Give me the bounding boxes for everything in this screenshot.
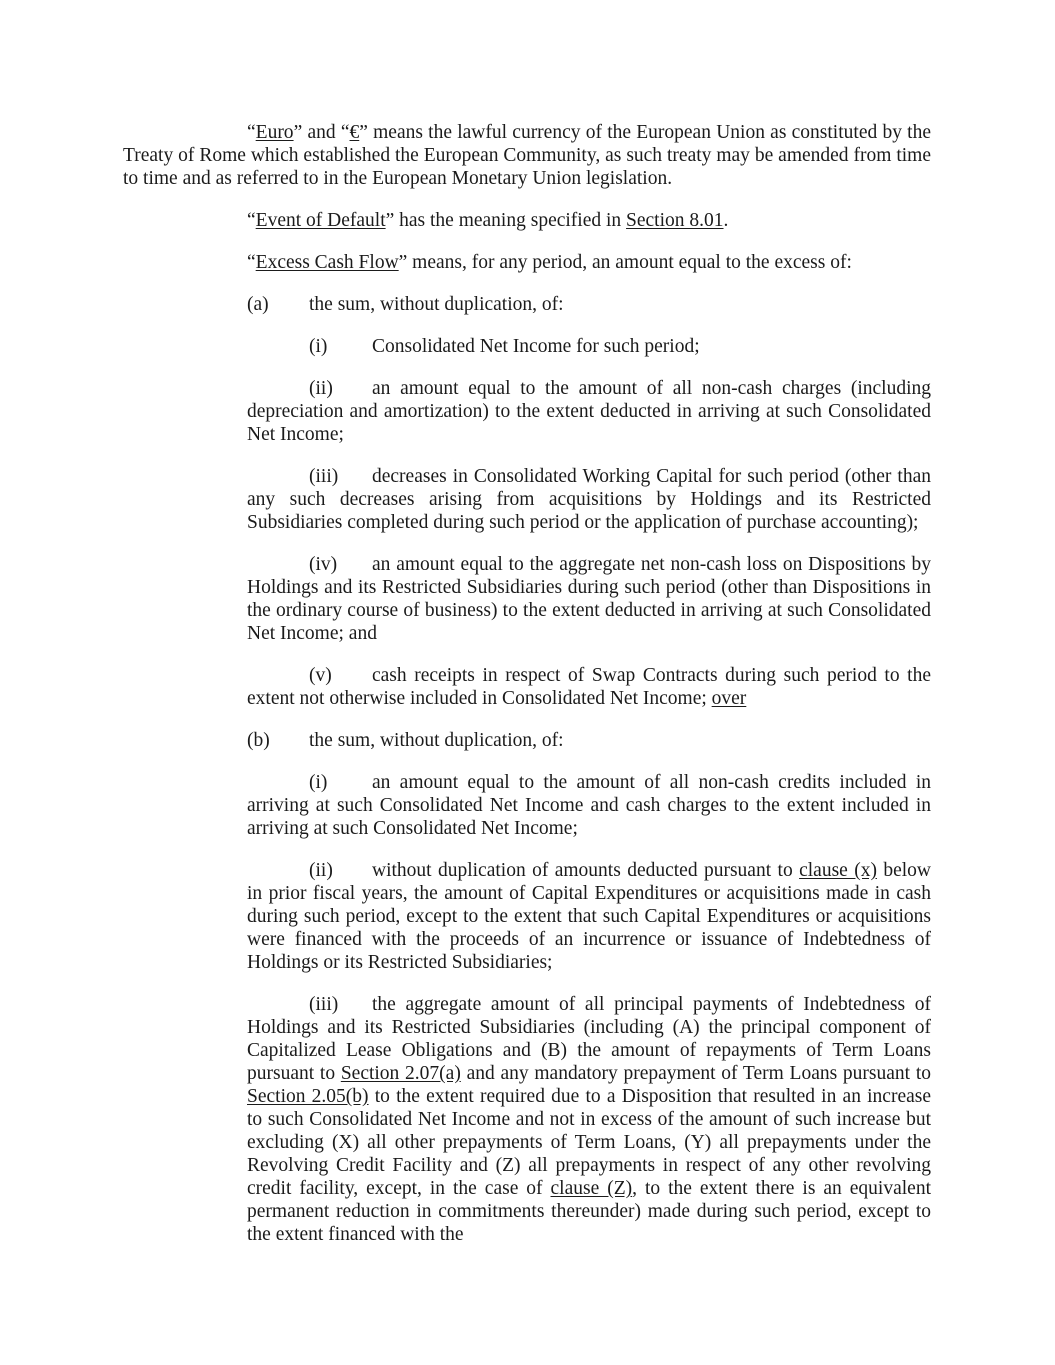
list-item-label: (iii) [309,466,339,487]
text-run: Consolidated Net Income for such period; [372,336,700,357]
underlined-term: € [349,122,360,143]
list-item-label: (i) [309,336,328,357]
text-run: “ [247,210,256,231]
item-b-iii [247,993,931,1246]
underlined-term: Section 2.07(a) [340,1063,461,1084]
text-run: . [723,210,729,231]
text-run: an amount equal to the aggregate net non-cash loss on Dispositions by Holdings and its Restricted Subsidiaries during such period (other than Dispositions in the ordinary course of business) to the extent deducted in arriving at such Consolidated Net Income; and [247,554,931,644]
text-run: ” and “ [293,122,350,143]
underlined-term: Excess Cash Flow [255,252,399,273]
text-run: the sum, without duplication, of: [309,730,564,751]
list-item-label: (ii) [309,860,333,881]
text-run: an amount equal to the amount of all non-cash credits included in arriving at such Consolidated Net Income and cash charges to the extent included in arriving at such Consolidated Net Income; [247,772,931,839]
text-run: decreases in Consolidated Working Capital for such period (other than any such decreases arising from acquisitions by Holdings and its Restricted Subsidiaries completed during such period or the application of purchase accounting); [247,466,931,533]
list-item-label: (v) [309,665,332,686]
document-body [123,121,931,1246]
list-item-label: (a) [247,294,269,315]
text-run: ” means, for any period, an amount equal to the excess of: [398,252,852,273]
text-run: ” means the lawful currency of the European Union as constituted by the Treaty of Rome which established the European Community, as such treaty may be amended from time to time and as referred to in the European Monetary Union legislation. [123,122,932,189]
text-run: to the extent required due to a Disposition that resulted in an increase to such Consolidated Net Income and not in excess of the amount of such increase but excluding (X) all other prepayments of Term Loans, (Y) all prepayments under the Revolving Credit Facility and (Z) all prepayments in respect of any other revolving credit facility, except, in the case of [247,1086,932,1199]
list-item-label: (i) [309,772,328,793]
item-a-iv [247,553,931,645]
event-of-default-definition [123,209,931,232]
euro-definition [123,121,931,190]
underlined-term: Event of Default [255,210,386,231]
item-b [247,729,931,752]
text-run: “ [247,122,256,143]
item-b-ii [247,859,931,974]
excess-cash-flow-definition [123,251,931,274]
underlined-term: Euro [255,122,294,143]
list-item-label: (b) [247,730,270,751]
underlined-term: Section 2.05(b) [247,1086,369,1107]
item-b-i [247,771,931,840]
item-a-i [247,335,931,358]
list-item-label: (iii) [309,994,339,1015]
text-run: without duplication of amounts deducted pursuant to [372,860,800,881]
item-a [247,293,931,316]
text-run: the aggregate amount of all principal payments of Indebtedness of Holdings and its Restricted Subsidiaries (including (A) the principal component of Capitalized Lease Obligations and (B) the amount of repayments of Term Loans pursuant to [247,994,931,1084]
list-item-label: (iv) [309,554,338,575]
item-a-ii [247,377,931,446]
item-a-v [247,664,931,710]
item-a-iii [247,465,931,534]
underlined-term: over [711,688,747,709]
underlined-term: Section 8.01 [626,210,724,231]
list-item-label: (ii) [309,378,333,399]
text-run: ” has the meaning specified in [385,210,627,231]
text-run: the sum, without duplication, of: [309,294,564,315]
text-run: an amount equal to the amount of all non-cash charges (including depreciation and amortization) to the extent deducted in arriving at such Consolidated Net Income; [247,378,931,445]
text-run: “ [247,252,256,273]
text-run: , to the extent there is an equivalent permanent reduction in commitments thereunder) made during such period, except to the extent financed with the [247,1178,931,1245]
underlined-term: clause (x) [799,860,877,881]
underlined-term: clause (Z) [550,1178,633,1199]
text-run: and any mandatory prepayment of Term Loans pursuant to [460,1063,931,1084]
text-run: below in prior fiscal years, the amount of Capital Expenditures or acquisitions made in cash during such period, except to the extent that such Capital Expenditures or acquisitions were financed with the proceeds of an incurrence or issuance of Indebtedness of Holdings or its Restricted Subsidiaries; [247,860,931,973]
text-run: cash receipts in respect of Swap Contracts during such period to the extent not otherwise included in Consolidated Net Income; [247,665,931,709]
